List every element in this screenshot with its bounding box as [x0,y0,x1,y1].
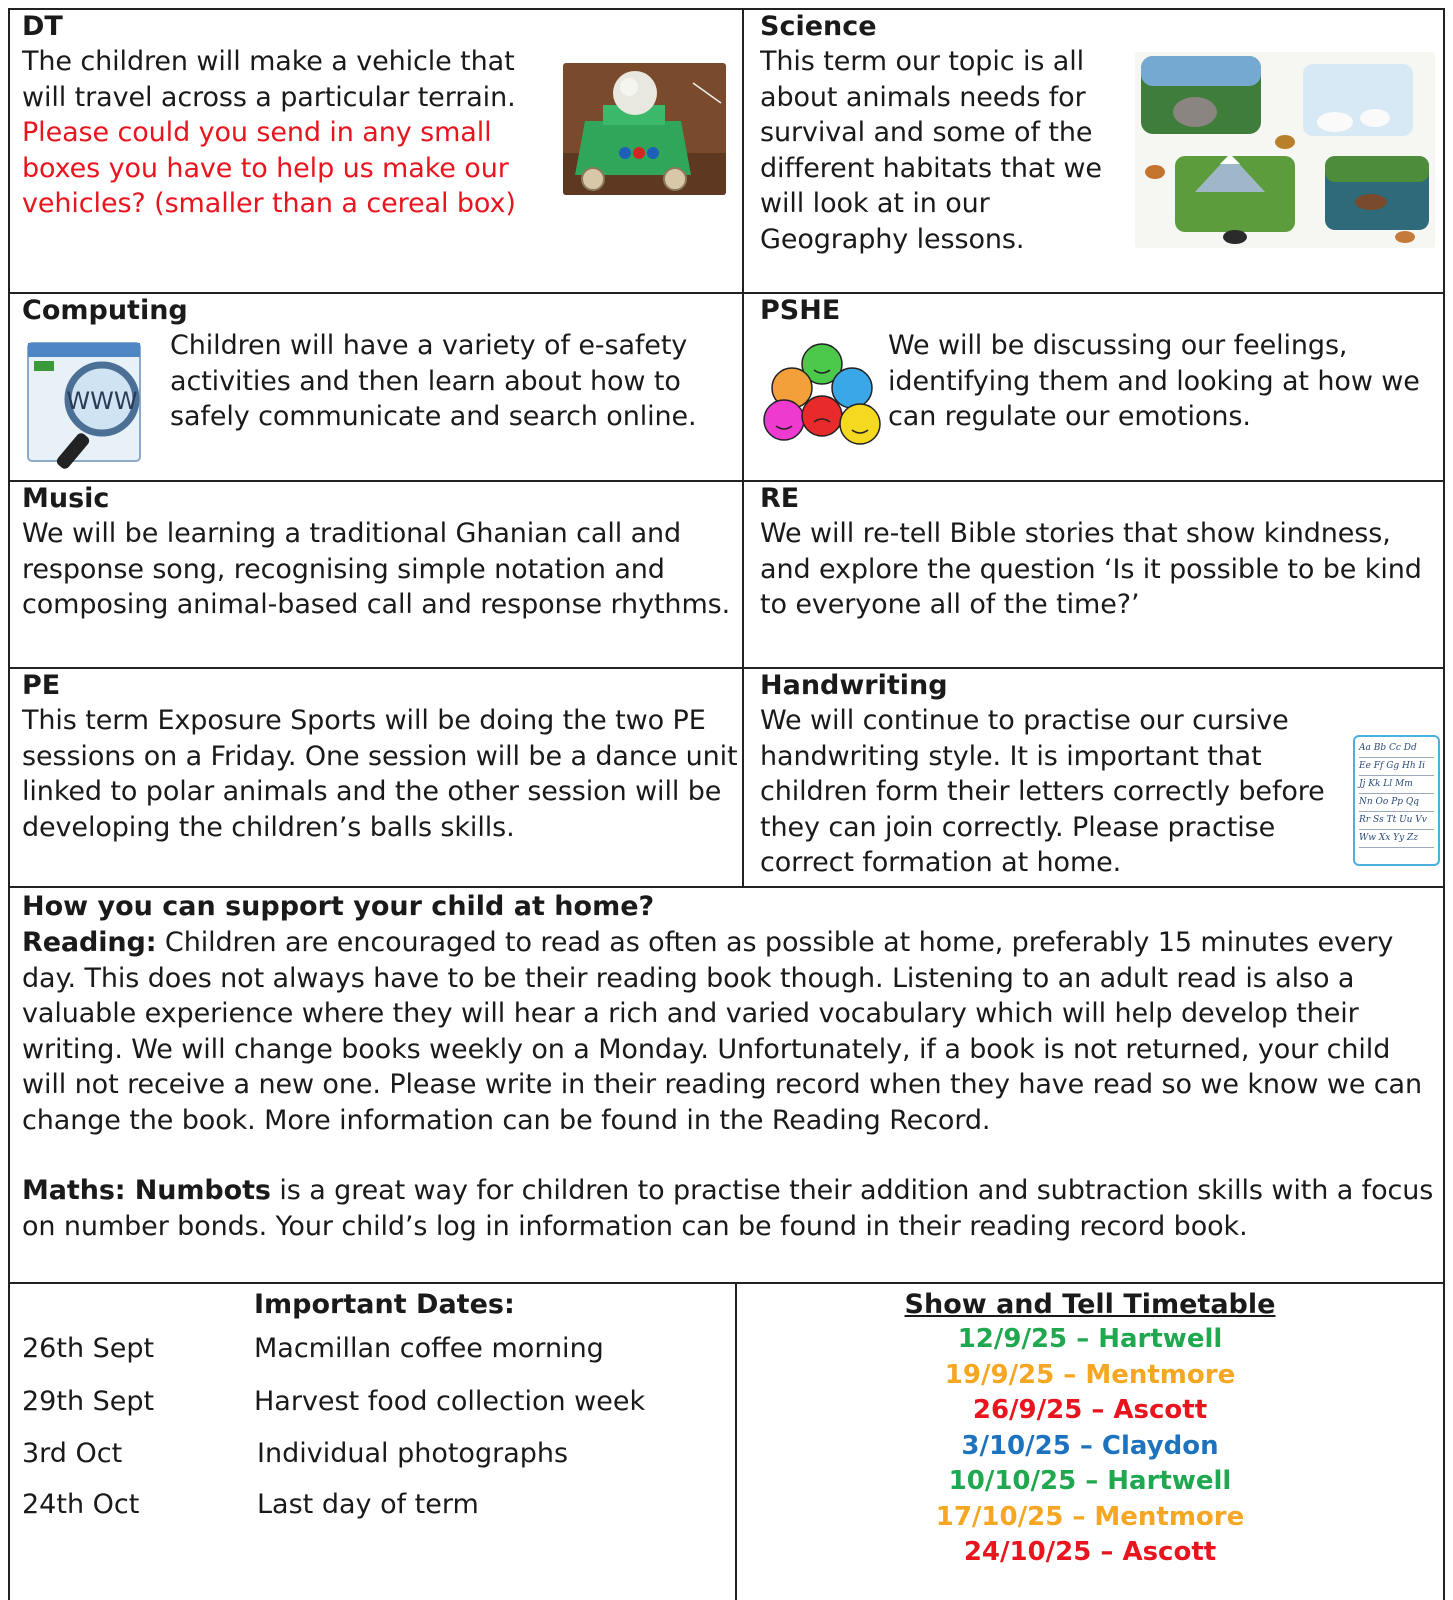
pshe-text-block [888,328,1440,478]
date-event-0: Macmillan coffee morning [254,1333,604,1364]
handwriting-heading: Handwriting [760,670,948,701]
center-divider [742,8,744,887]
pe-text: This term Exposure Sports will be doing the two PE sessions on a Friday. One session will be a dance unit linked to polar animals and the other session will be developing the children’s balls skills. [22,705,738,843]
pshe-heading: PSHE [760,295,841,326]
dt-section [22,10,552,290]
show-tell-item-1: 19/9/25 – Mentmore [944,1359,1236,1390]
date-event-2: Individual photographs [257,1438,569,1469]
music-text: We will be learning a traditional Ghanian call and response song, recognising simple notation and composing animal-based call and response rhythms. [22,518,731,620]
border-right [1443,8,1445,1600]
show-tell-item-3: 3/10/25 – Claydon [961,1430,1219,1461]
animal-habitats-icon [1135,52,1435,248]
show-tell-item-2: 26/9/25 – Ascott [972,1395,1208,1425]
re-section [760,482,1445,667]
dt-heading: DT [22,11,63,42]
reading-text: Children are encouraged to read as often as possible at home, preferably 15 minutes every day. This does not always have to be their reading book though. Listening to an adult read is also a valuable experience where they will hear a rich and varied vocabulary which will help develop their writing. We will change books weekly on a Monday. Unfortunately, if a book is not returned, your child will not receive a new one. Please write in their reading record when they have read so we know we can change the book. More information can be found in the Reading Record. [22,927,1423,1136]
music-heading: Music [22,483,110,514]
show-tell-item-0: 12/9/25 – Hartwell [957,1324,1223,1354]
date-item-0: 26th Sept [22,1333,155,1364]
alphabet-row-2: Jj Kk Ll Mm [1359,776,1434,794]
handwriting-alphabet-chart [1353,735,1440,866]
date-item-1: 29th Sept [22,1386,155,1417]
dates-heading: Important Dates: [254,1289,515,1320]
science-section [760,10,1125,290]
science-text: This term our topic is all about animals needs for survival and some of the different habitats that we will look at in our Geography lessons. [760,46,1102,255]
row-divider-4 [8,886,1445,888]
date-event-1: Harvest food collection week [254,1386,646,1417]
re-heading: RE [760,483,800,514]
show-tell-item-6: 24/10/25 – Ascott [963,1537,1217,1567]
dt-vehicle-image [563,63,726,195]
emotion-faces-icon [762,338,882,450]
re-text: We will re-tell Bible stories that show kindness, and explore the question ‘Is it possible to be kind to everyone all of the time?’ [760,518,1422,620]
science-heading: Science [760,11,877,42]
pshe-faces-image [762,338,882,450]
computing-heading: Computing [22,295,188,326]
dt-request: Please could you send in any small boxes you have to help us make our vehicles? (smaller than a cereal box) [22,117,516,219]
alphabet-row-3: Nn Oo Pp Qq [1359,794,1434,812]
music-section [22,482,740,667]
alphabet-row-4: Rr Ss Tt Uu Vv [1359,812,1434,830]
magnifier-www-icon [24,337,164,473]
date-event-3: Last day of term [257,1489,479,1520]
support-section [22,890,1440,1280]
computing-www-image [24,337,164,473]
date-item-3: 24th Oct [22,1489,140,1520]
www-label: WWW [66,387,138,415]
show-tell-list [737,1322,1443,1571]
alphabet-row-5: Ww Xx Yy Zz [1359,830,1434,848]
dates-section [10,1284,735,1600]
support-heading: How you can support your child at home? [22,891,655,922]
computing-text: Children will have a variety of e-safety activities and then learn about how to safely communicate and search online. [170,330,697,432]
science-habitats-image [1135,52,1435,248]
show-tell-item-5: 17/10/25 – Mentmore [935,1501,1245,1532]
handwriting-text: We will continue to practise our cursive handwriting style. It is important that children form their letters correctly before they can join correctly. Please practise correct formation at home. [760,705,1325,878]
pe-heading: PE [22,670,61,701]
dt-text: The children will make a vehicle that will travel across a particular terrain. [22,46,516,113]
vehicle-model-icon [563,63,726,195]
reading-label: Reading: [22,927,157,958]
show-tell-item-4: 10/10/25 – Hartwell [948,1466,1232,1496]
maths-text: is a great way for children to practise their addition and subtraction skills with a focus on number bonds. Your child’s log in information can be found in their reading record book. [22,1175,1434,1242]
pe-section [22,669,740,886]
alphabet-row-0: Aa Bb Cc Dd [1359,740,1434,758]
pshe-text: We will be discussing our feelings, identifying them and looking at how we can regulate our emotions. [888,330,1420,432]
show-tell-heading: Show and Tell Timetable [904,1289,1276,1320]
alphabet-row-1: Ee Ff Gg Hh Ii [1359,758,1434,776]
show-tell-section [737,1284,1443,1600]
date-item-2: 3rd Oct [22,1438,123,1469]
handwriting-section [760,669,1345,886]
maths-label: Maths: Numbots [22,1175,271,1206]
computing-text-block [170,328,740,478]
